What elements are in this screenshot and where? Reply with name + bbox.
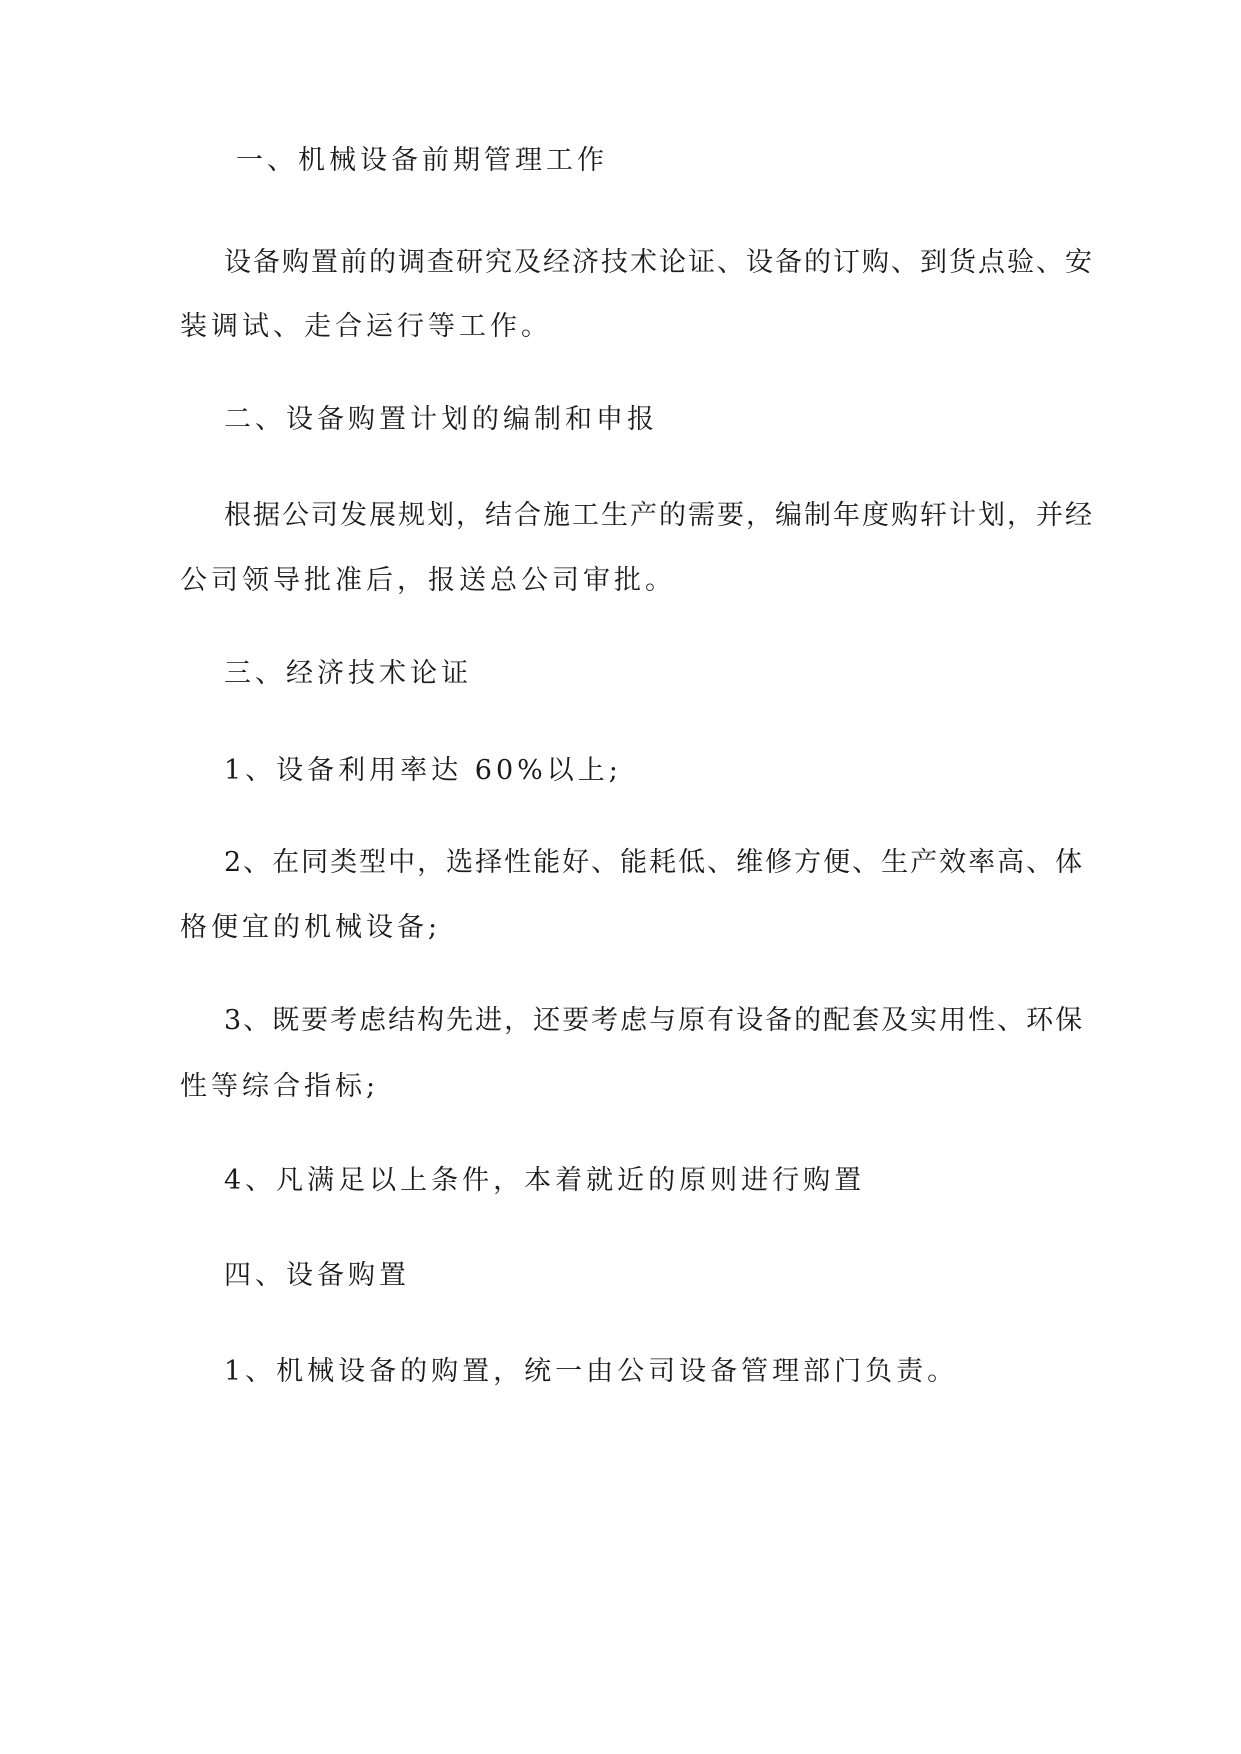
paragraph-line: 装调试、走合运行等工作。 bbox=[180, 311, 552, 342]
paragraph-line: 设备购置前的调查研究及经济技术论证、设备的订购、到货点验、安 bbox=[224, 247, 1094, 278]
list-item: 2、在同类型中，选择性能好、能耗低、维修方便、生产效率高、体 bbox=[224, 847, 1085, 878]
paragraph-line: 根据公司发展规划，结合施工生产的需要，编制年度购轩计划，并经 bbox=[224, 500, 1094, 531]
list-item-continuation: 性等综合指标; bbox=[180, 1071, 380, 1102]
section-heading-4: 四、设备购置 bbox=[224, 1260, 410, 1291]
section-heading-1: 一、机械设备前期管理工作 bbox=[236, 145, 608, 176]
list-item: 1、设备利用率达 60%以上; bbox=[224, 755, 622, 786]
paragraph-line: 公司领导批准后，报送总公司审批。 bbox=[180, 565, 676, 596]
list-item: 3、既要考虑结构先进，还要考虑与原有设备的配套及实用性、环保 bbox=[224, 1005, 1085, 1036]
list-item: 1、机械设备的购置，统一由公司设备管理部门负责。 bbox=[224, 1356, 959, 1387]
list-item-continuation: 格便宜的机械设备; bbox=[180, 912, 442, 943]
section-heading-3: 三、经济技术论证 bbox=[224, 658, 472, 689]
section-heading-2: 二、设备购置计划的编制和申报 bbox=[224, 404, 658, 435]
list-item: 4、凡满足以上条件，本着就近的原则进行购置 bbox=[224, 1165, 866, 1196]
